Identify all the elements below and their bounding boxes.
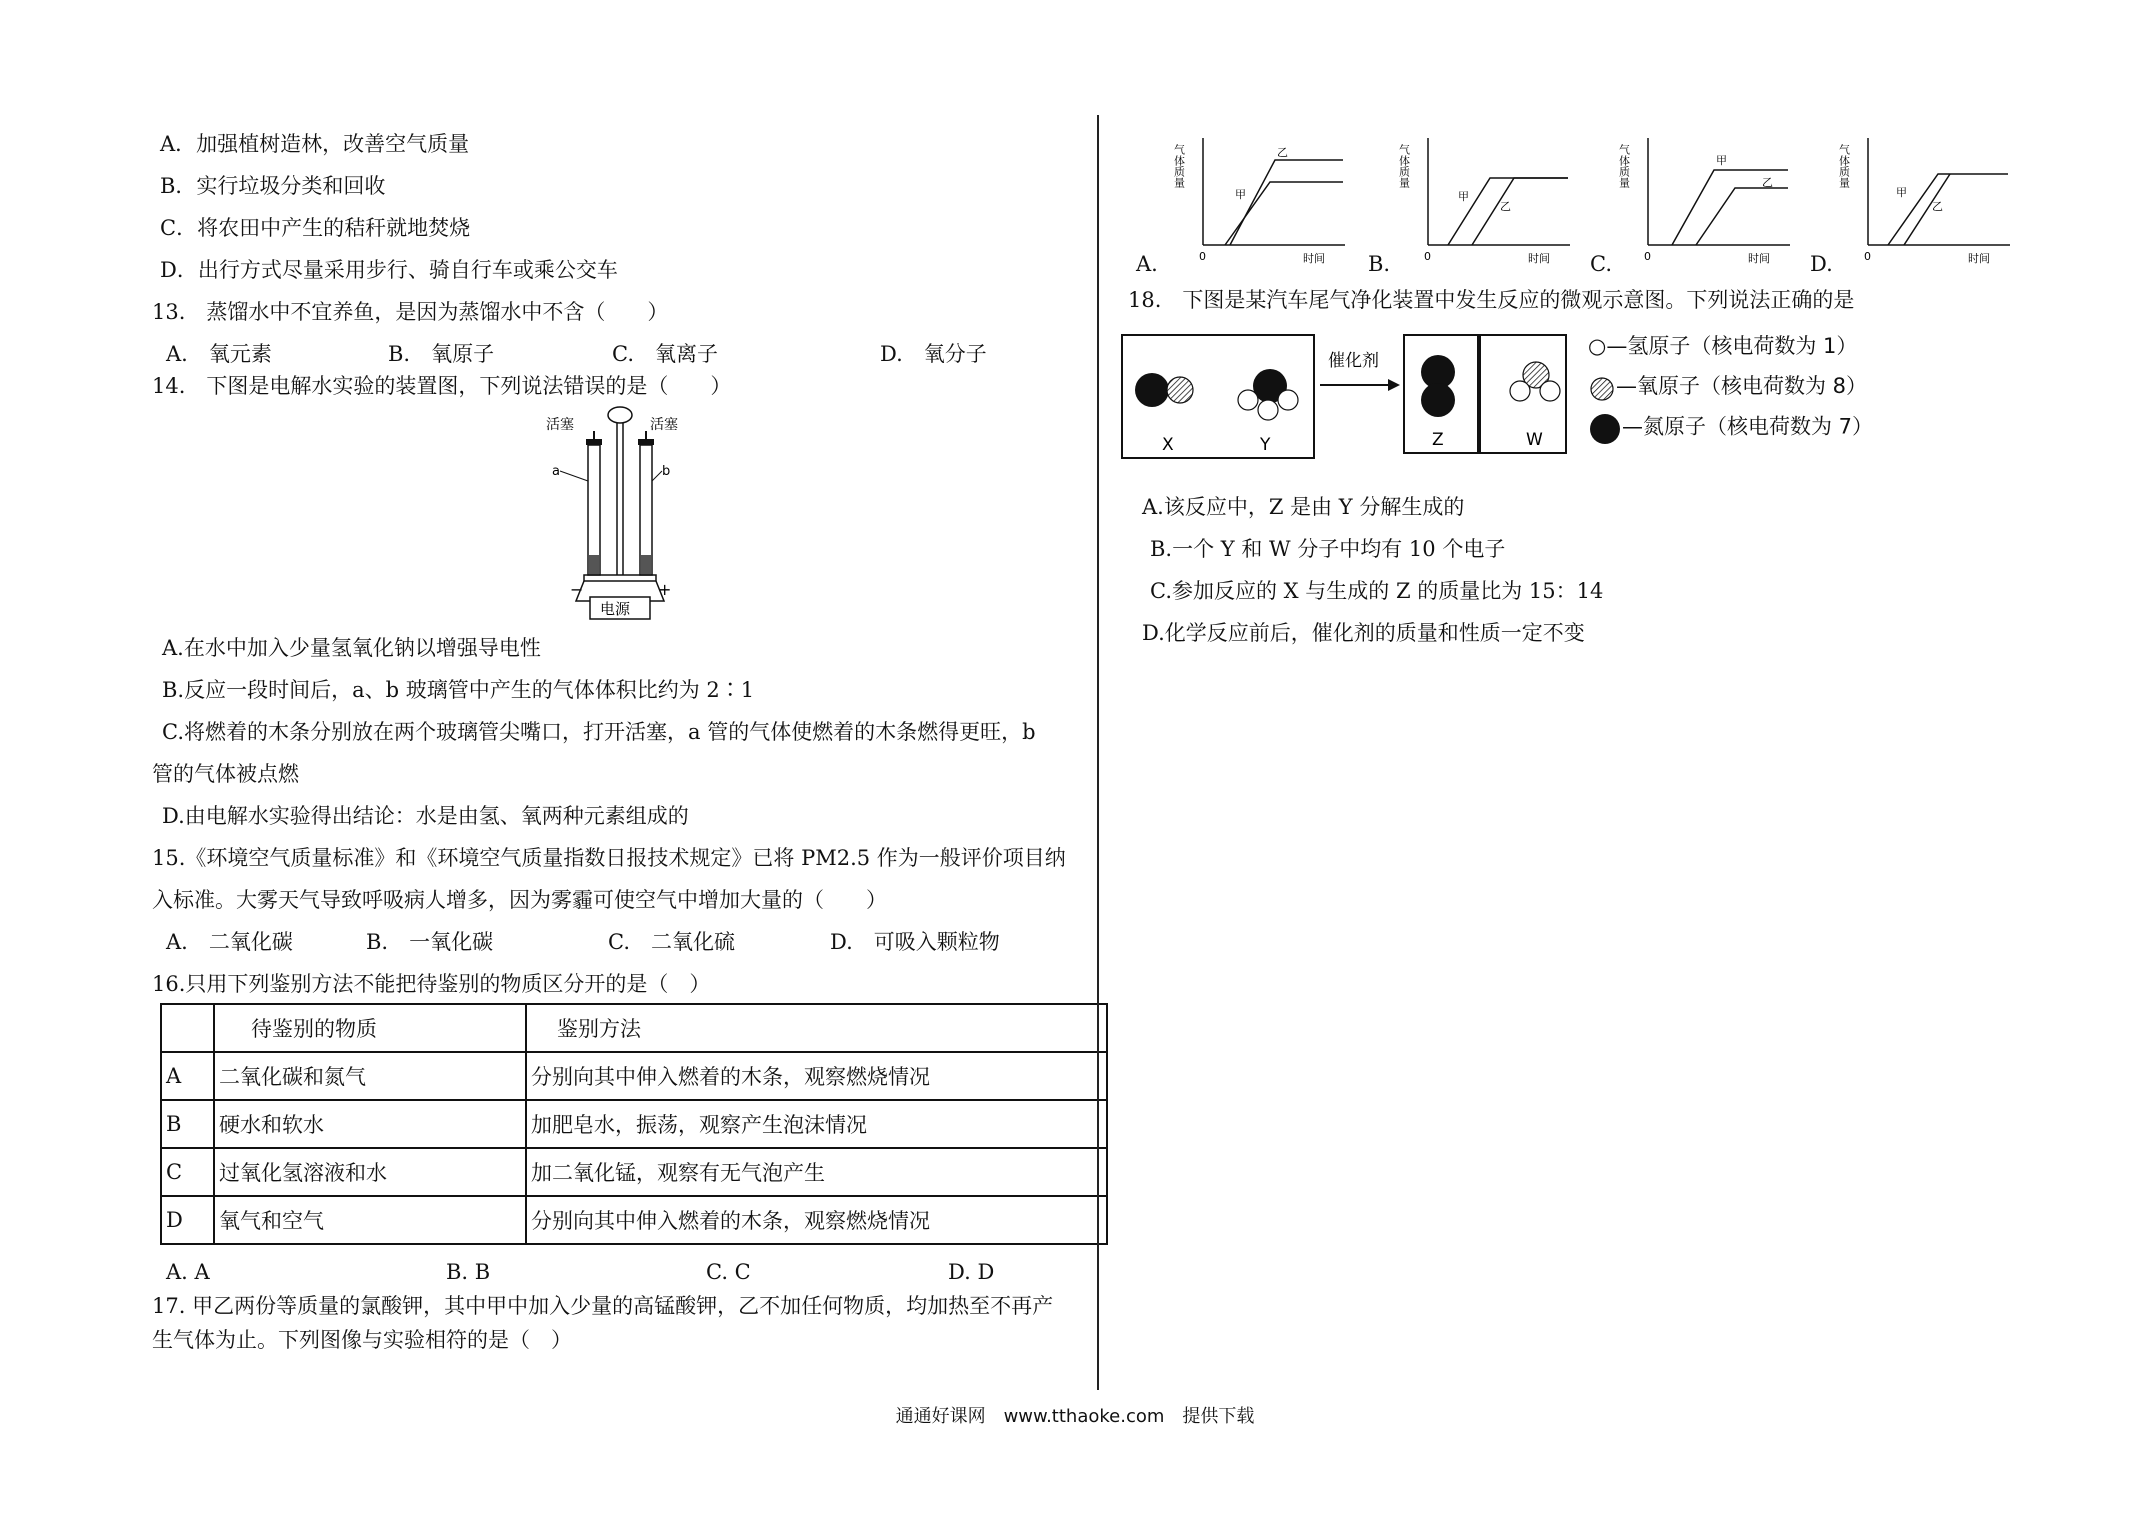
graph-xlabel: 时间 <box>1303 252 1325 265</box>
hydrogen-atom-icon <box>1540 381 1560 401</box>
table-cell: D <box>161 1196 214 1244</box>
q15-stem-1: 15.《环境空气质量标准》和《环境空气质量指数日报技术规定》已将 PM2.5 作为一般评价项目纳 <box>152 846 1066 870</box>
column-divider <box>1097 115 1099 1390</box>
molecule-label-w: W <box>1526 430 1543 450</box>
table-header-row <box>161 1004 1107 1052</box>
graph-jia-label: 甲 <box>1235 188 1246 201</box>
plus-sign: + <box>658 580 672 599</box>
nitrogen-atom-icon <box>1135 373 1169 407</box>
legend-hydrogen: ○—氢原子（核电荷数为 1） <box>1588 334 1858 358</box>
q15-option-c: C. 二氧化硫 <box>608 930 735 954</box>
page-footer: 通通好课网 www.tthaoke.com 提供下载 <box>895 1406 1255 1427</box>
table-cell: 氧气和空气 <box>214 1196 526 1244</box>
legend-nitrogen-text: —氮原子（核电荷数为 7） <box>1622 414 1874 439</box>
graph-ylabel: 气体质量 <box>1397 144 1411 188</box>
product-box-right <box>1478 335 1568 460</box>
q16-table <box>160 1003 1108 1245</box>
graph-xlabel: 时间 <box>1968 252 1990 265</box>
graph-jia-label: 甲 <box>1458 190 1469 203</box>
hydrogen-atom-icon <box>1238 390 1258 410</box>
table-cell: 加二氧化锰，观察有无气泡产生 <box>526 1148 1107 1196</box>
q13-option-b: B. 氧原子 <box>388 342 495 366</box>
arrow-head-icon <box>1388 379 1400 391</box>
graph-jia-label: 甲 <box>1896 186 1907 199</box>
stopcock-label-right: 活塞 <box>650 417 678 433</box>
table-header-cell <box>161 1004 214 1052</box>
oxygen-atom-icon <box>1167 377 1193 403</box>
minus-sign: − <box>570 580 584 599</box>
power-label: 电源 <box>600 600 631 618</box>
table-cell: 分别向其中伸入燃着的木条，观察燃烧情况 <box>526 1052 1107 1100</box>
q16-stem: 16.只用下列鉴别方法不能把待鉴别的物质区分开的是（ ） <box>152 972 711 996</box>
table-cell: 分别向其中伸入燃着的木条，观察燃烧情况 <box>526 1196 1107 1244</box>
table-cell: 硬水和软水 <box>214 1100 526 1148</box>
reaction-diagram <box>1120 330 1480 460</box>
table-row <box>161 1148 1107 1196</box>
q18-option-d: D.化学反应前后，催化剂的质量和性质一定不变 <box>1142 621 1585 645</box>
q18-stem: 18. 下图是某汽车尾气净化装置中发生反应的微观示意图。下列说法正确的是 <box>1128 288 1855 312</box>
q15-option-d: D. 可吸入颗粒物 <box>830 930 1000 954</box>
q15-option-a: A. 二氧化碳 <box>166 930 293 954</box>
catalyst-label: 催化剂 <box>1328 351 1379 371</box>
q12-option-d: D．出行方式尽量采用步行、骑自行车或乘公交车 <box>160 258 618 282</box>
molecule-label-x: X <box>1162 435 1174 455</box>
q18-option-a: A.该反应中，Z 是由 Y 分解生成的 <box>1142 495 1465 519</box>
graph-xlabel: 时间 <box>1748 252 1770 265</box>
graph-option-a: A. <box>1136 252 1158 276</box>
graph-origin: 0 <box>1644 250 1651 263</box>
q12-option-b: B．实行垃圾分类和回收 <box>160 174 386 198</box>
q13-option-c: C. 氧离子 <box>612 342 718 366</box>
table-row <box>161 1052 1107 1100</box>
legend-oxygen <box>1588 372 1867 403</box>
graph-option-c: C. <box>1590 252 1612 276</box>
q18-option-c: C.参加反应的 X 与生成的 Z 的质量比为 15：14 <box>1150 579 1604 603</box>
molecule-label-z: Z <box>1432 430 1444 450</box>
q18-option-b: B.一个 Y 和 W 分子中均有 10 个电子 <box>1150 537 1506 561</box>
q15-stem-2: 入标准。大雾天气导致呼吸病人增多，因为雾霾可使空气中增加大量的（ ） <box>152 888 887 912</box>
table-cell: 二氧化碳和氮气 <box>214 1052 526 1100</box>
q15-option-b: B. 一氧化碳 <box>366 930 494 954</box>
table-cell: B <box>161 1100 214 1148</box>
graph-origin: 0 <box>1199 250 1206 263</box>
graph-a <box>1172 130 1350 265</box>
table-cell: 加肥皂水，振荡，观察产生泡沫情况 <box>526 1100 1107 1148</box>
graph-b <box>1397 130 1575 265</box>
q16-option-d: D. D <box>948 1260 995 1284</box>
graph-ylabel: 气体质量 <box>1172 144 1186 188</box>
q13-stem: 13. 蒸馏水中不宜养鱼，是因为蒸馏水中不含（ ） <box>152 300 669 324</box>
q16-option-c: C. C <box>706 1260 751 1284</box>
q13-option-d: D. 氧分子 <box>880 342 987 366</box>
table-cell: C <box>161 1148 214 1196</box>
electrolysis-apparatus <box>540 405 680 623</box>
graph-c <box>1617 130 1795 265</box>
graph-yi-label: 乙 <box>1277 146 1288 159</box>
hydrogen-atom-icon <box>1278 390 1298 410</box>
q16-option-b: B. B <box>446 1260 491 1284</box>
graph-option-d: D. <box>1810 252 1833 276</box>
hydrogen-atom-icon <box>1510 381 1530 401</box>
q14-option-b: B.反应一段时间后，a、b 玻璃管中产生的气体体积比约为 2∶1 <box>162 678 755 702</box>
table-cell: A <box>161 1052 214 1100</box>
q13-option-a: A. 氧元素 <box>166 342 272 366</box>
q14-option-c: C.将燃着的木条分别放在两个玻璃管尖嘴口，打开活塞，a 管的气体使燃着的木条燃得更旺，b <box>162 720 1036 744</box>
stopcock-label-left: 活塞 <box>546 417 574 433</box>
graph-origin: 0 <box>1424 250 1431 263</box>
q14-option-c-cont: 管的气体被点燃 <box>152 762 299 786</box>
q14-option-d: D.由电解水实验得出结论：水是由氢、氧两种元素组成的 <box>162 804 689 828</box>
q16-option-a: A. A <box>166 1260 210 1284</box>
q17-stem-2: 生气体为止。下列图像与实验相符的是（ ） <box>152 1328 572 1352</box>
legend-nitrogen <box>1588 412 1873 446</box>
q17-stem-1: 17. 甲乙两份等质量的氯酸钾，其中甲中加入少量的高锰酸钾，乙不加任何物质，均加热至不再产 <box>152 1294 1054 1318</box>
oxygen-atom-icon <box>1588 375 1616 403</box>
tube-b-label: b <box>662 464 671 479</box>
q12-option-c: C．将农田中产生的秸秆就地焚烧 <box>160 216 471 240</box>
graph-ylabel: 气体质量 <box>1837 144 1851 188</box>
q12-option-a: A．加强植树造林，改善空气质量 <box>160 132 470 156</box>
nitrogen-atom-icon <box>1421 383 1455 417</box>
hydrogen-atom-icon <box>1258 400 1278 420</box>
graph-xlabel: 时间 <box>1528 252 1550 265</box>
table-header-cell: 鉴别方法 <box>526 1004 1107 1052</box>
q14-option-a: A.在水中加入少量氢氧化钠以增强导电性 <box>162 636 541 660</box>
q14-stem: 14. 下图是电解水实验的装置图，下列说法错误的是（ ） <box>152 374 732 398</box>
graph-jia-label: 甲 <box>1716 154 1727 167</box>
tube-a-label: a <box>552 464 560 479</box>
table-header-cell: 待鉴别的物质 <box>214 1004 526 1052</box>
molecule-label-y: Y <box>1260 435 1271 455</box>
legend-oxygen-text: —氧原子（核电荷数为 8） <box>1616 374 1868 398</box>
graph-yi-label: 乙 <box>1500 200 1511 213</box>
table-cell: 过氧化氢溶液和水 <box>214 1148 526 1196</box>
table-row <box>161 1100 1107 1148</box>
graph-d <box>1837 130 2015 265</box>
graph-yi-label: 乙 <box>1932 200 1943 213</box>
graph-option-b: B. <box>1368 252 1391 276</box>
nitrogen-atom-icon <box>1588 412 1622 446</box>
table-row <box>161 1196 1107 1244</box>
graph-origin: 0 <box>1864 250 1871 263</box>
graph-ylabel: 气体质量 <box>1617 144 1631 188</box>
graph-yi-label: 乙 <box>1762 176 1773 189</box>
